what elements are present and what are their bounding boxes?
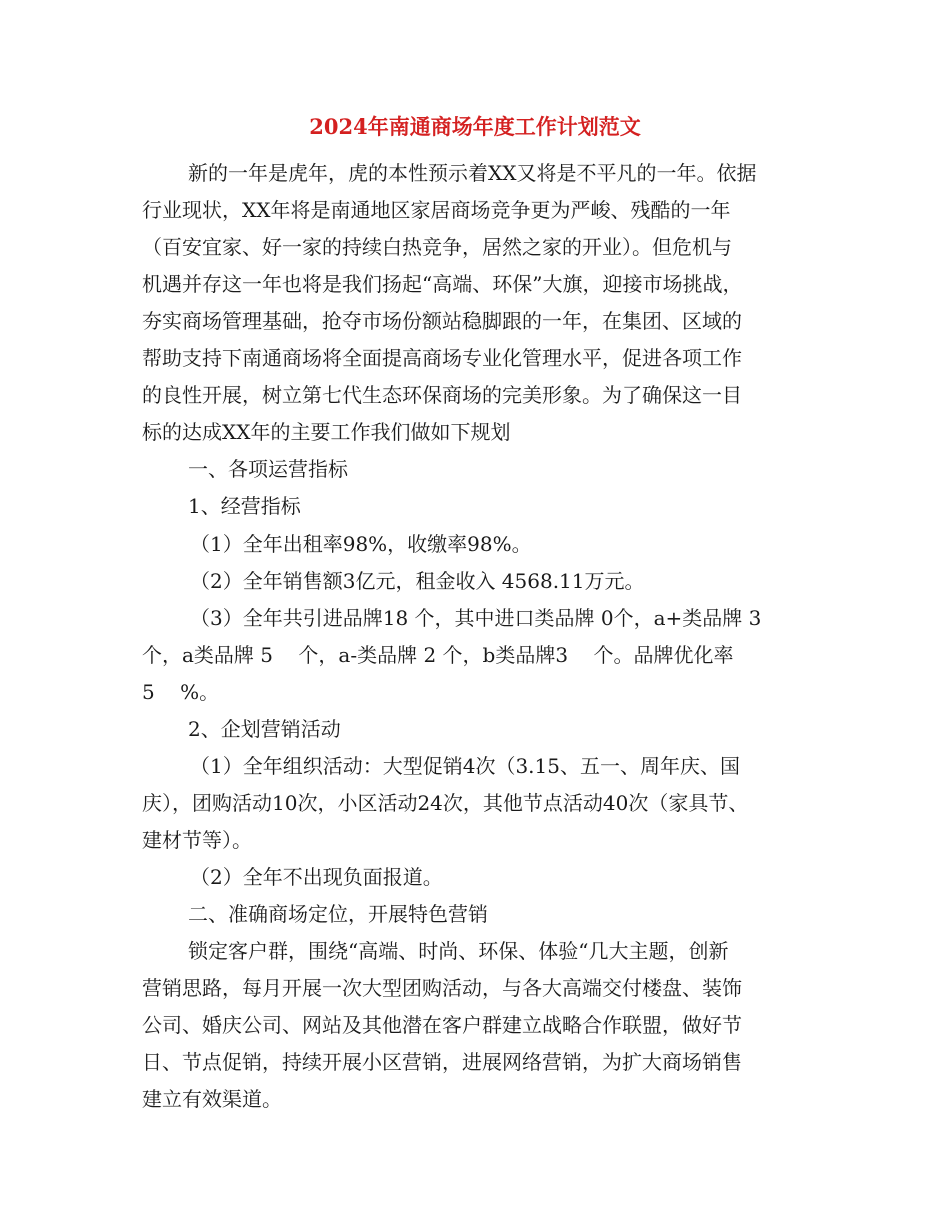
paragraph-line: 5 %。: [142, 680, 220, 704]
document-title: 2024年南通商场年度工作计划范文: [309, 114, 641, 139]
paragraph-line: 建材节等）。: [142, 828, 252, 852]
paragraph-line: 公司、婚庆公司、网站及其他潜在客户群建立战略合作联盟，做好节: [142, 1013, 742, 1037]
list-item: （3）全年共引进品牌18 个，其中进口类品牌 0个，a+类品牌 3: [190, 606, 762, 630]
paragraph-line: 庆），团购活动10次，小区活动24次，其他节点活动40次（家具节、: [142, 791, 749, 815]
paragraph-line: 标的达成XX年的主要工作我们做如下规划: [142, 420, 511, 444]
list-item: （1）全年出租率98%，收缴率98%。: [190, 532, 532, 556]
paragraph-line: 建立有效渠道。: [142, 1087, 282, 1111]
paragraph-line: 营销思路，每月开展一次大型团购活动，与各大高端交付楼盘、装饰: [142, 976, 742, 1000]
paragraph-line: （百安宜家、好一家的持续白热竞争，居然之家的开业）。但危机与: [142, 235, 732, 259]
paragraph-line: 夯实商场管理基础，抢夺市场份额站稳脚跟的一年，在集团、区域的: [142, 309, 742, 333]
list-item: （2）全年销售额3亿元，租金收入 4568.11万元。: [190, 569, 645, 593]
paragraph-line: 个，a类品牌 5 个，a-类品牌 2 个，b类品牌3 个。品牌优化率: [142, 643, 734, 667]
section-heading: 一、各项运营指标: [188, 457, 348, 481]
section-heading: 二、准确商场定位，开展特色营销: [188, 902, 488, 926]
paragraph-line: 帮助支持下南通商场将全面提高商场专业化管理水平，促进各项工作: [142, 346, 742, 370]
paragraph-line: 行业现状，XX年将是南通地区家居商场竞争更为严峻、残酷的一年: [142, 198, 731, 222]
list-item: （1）全年组织活动：大型促销4次（3.15、五一、周年庆、国: [190, 754, 740, 778]
paragraph-line: 锁定客户群，围绕“高端、时尚、环保、体验“几大主题，创新: [188, 939, 729, 963]
subsection-heading: 2、企划营销活动: [188, 717, 341, 741]
paragraph-line: 新的一年是虎年，虎的本性预示着XX又将是不平凡的一年。依据: [188, 161, 757, 185]
subsection-heading: 1、经营指标: [188, 494, 301, 518]
paragraph-line: 日、节点促销，持续开展小区营销，进展网络营销，为扩大商场销售: [142, 1050, 742, 1074]
list-item: （2）全年不出现负面报道。: [190, 865, 443, 889]
paragraph-line: 的良性开展，树立第七代生态环保商场的完美形象。为了确保这一目: [142, 383, 742, 407]
paragraph-line: 机遇并存这一年也将是我们扬起“高端、环保”大旗，迎接市场挑战，: [142, 272, 743, 296]
